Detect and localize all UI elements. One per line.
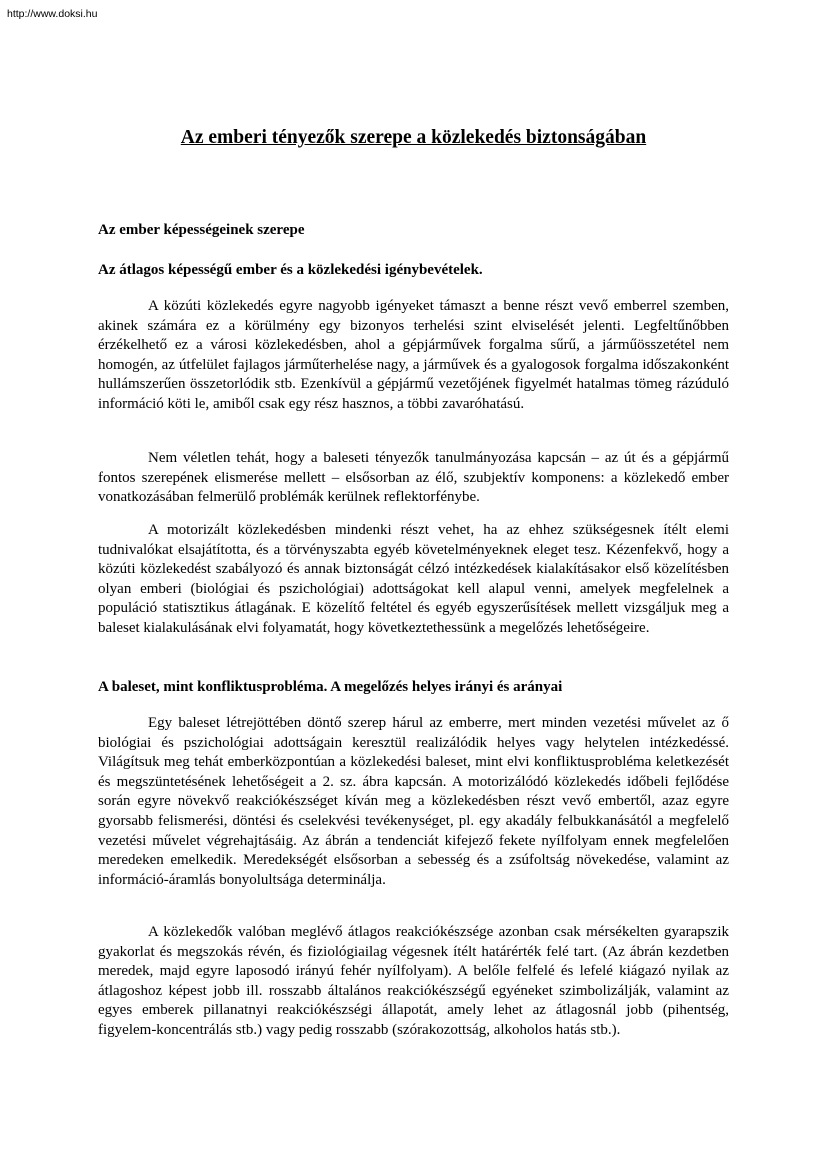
- subheading-accident-conflict: A baleset, mint konfliktusprobléma. A megelőzés helyes irányi és arányai: [98, 679, 563, 695]
- paragraph: A motorizált közlekedésben mindenki részt vehet, ha az ehhez szükségesnek ítélt elemi tudnivalókat elsajátította, és a törvényszabta egyéb követelményeknek eleget tesz. Kézenfekvő, hogy a közúti közlekedést szabályozó és annak biztonságát célzó intézkedések kialakításakor első közelítésben olyan emberi (biológiai és pszichológiai) adottságokat kell alapul venni, amelyek megfelelnek a populáció statisztikus átlagának. E közelítő feltétel és egyéb egyszerűsítések mellett vizsgáljuk meg a baleset kialakulásának elvi folyamatát, hogy következtethessünk a megelőzés lehetőségeire.: [98, 522, 729, 636]
- section-heading: Az ember képességeinek szerepe: [98, 222, 305, 238]
- page-title: Az emberi tényezők szerepe a közlekedés biztonságában: [180, 127, 647, 148]
- source-url-link[interactable]: http://www.doksi.hu: [7, 8, 98, 20]
- subheading-average-ability: Az átlagos képességű ember és a közlekedési igénybevételek.: [98, 262, 483, 278]
- paragraph: A közúti közlekedés egyre nagyobb igényeket támaszt a benne részt vevő emberrel szemben, akinek számára ez a körülmény egy bizonyos terhelési szint elviselését jelenti. Legfeltűnőbben érzékelhető ez a városi közlekedésben, ahol a gépjárművek forgalma sűrű, a járműösszetétel nem homogén, az útfelület fajlagos járműterhelése nagy, a járművek és a gyalogosok forgalma időszakonként hullámszerűen összetorlódik stb. Ezenkívül a gépjármű vezetőjének figyelmét hatalmas tömeg rázúduló információ köti le, amiből csak egy rész hasznos, a többi zavaróhatású.: [98, 298, 729, 412]
- paragraph: A közlekedők valóban meglévő átlagos reakciókészsége azonban csak mérsékelten gyarapszik gyakorlat és megszokás révén, és fiziológiailag végesnek ítélt határérték felé tart. (Az ábrán kezdetben meredek, majd egyre laposodó irányú fehér nyílfolyam). A belőle felfelé és lefelé kiágazó nyilak az átlagoshoz képest jobb ill. rosszabb általános reakciókészségű egyéneket szimbolizálják, valamint az egyes emberek pillanatnyi reakciókészségi állapotát, amely lehet az átlagosnál jobb (pihentség, figyelem-koncentrálás stb.) vagy pedig rosszabb (szórakozottság, alkoholos hatás stb.).: [98, 924, 729, 1038]
- paragraph: Egy baleset létrejöttében döntő szerep hárul az emberre, mert minden vezetési művelet az ő biológiai és pszichológiai adottságain keresztül realizálódik helyes vagy helytelen intézkedéssé. Világítsuk meg tehát emberközpontúan a közlekedési baleset, mint elvi konfliktusprobléma keletkezését és megszüntetésének lehetőségeit a 2. sz. ábra kapcsán. A motorizálódó közlekedés időbeli fejlődése során egyre növekvő reakciókészséget kíván meg a közlekedésben részt vevő embertől, azaz egyre gyorsabb felismerési, döntési és cselekvési tevékenységet, pl. egy akadály felbukkanásától a megfelelő vezetési művelet végrehajtásáig. Az ábrán a tendenciát kifejező fekete nyílfolyam ennek megfelelően meredeken emelkedik. Meredekségét elsősorban a sebesség és a zsúfoltság növekedése, valamint az információ-áramlás bonyolultsága determinálja.: [98, 715, 729, 888]
- paragraph: Nem véletlen tehát, hogy a baleseti tényezők tanulmányozása kapcsán – az út és a gépjármű fontos szerepének elismerése mellett – elsősorban az élő, szubjektív komponens: a közlekedő ember vonatkozásában felmerülő problémák kerülnek reflektorfénybe.: [98, 450, 729, 506]
